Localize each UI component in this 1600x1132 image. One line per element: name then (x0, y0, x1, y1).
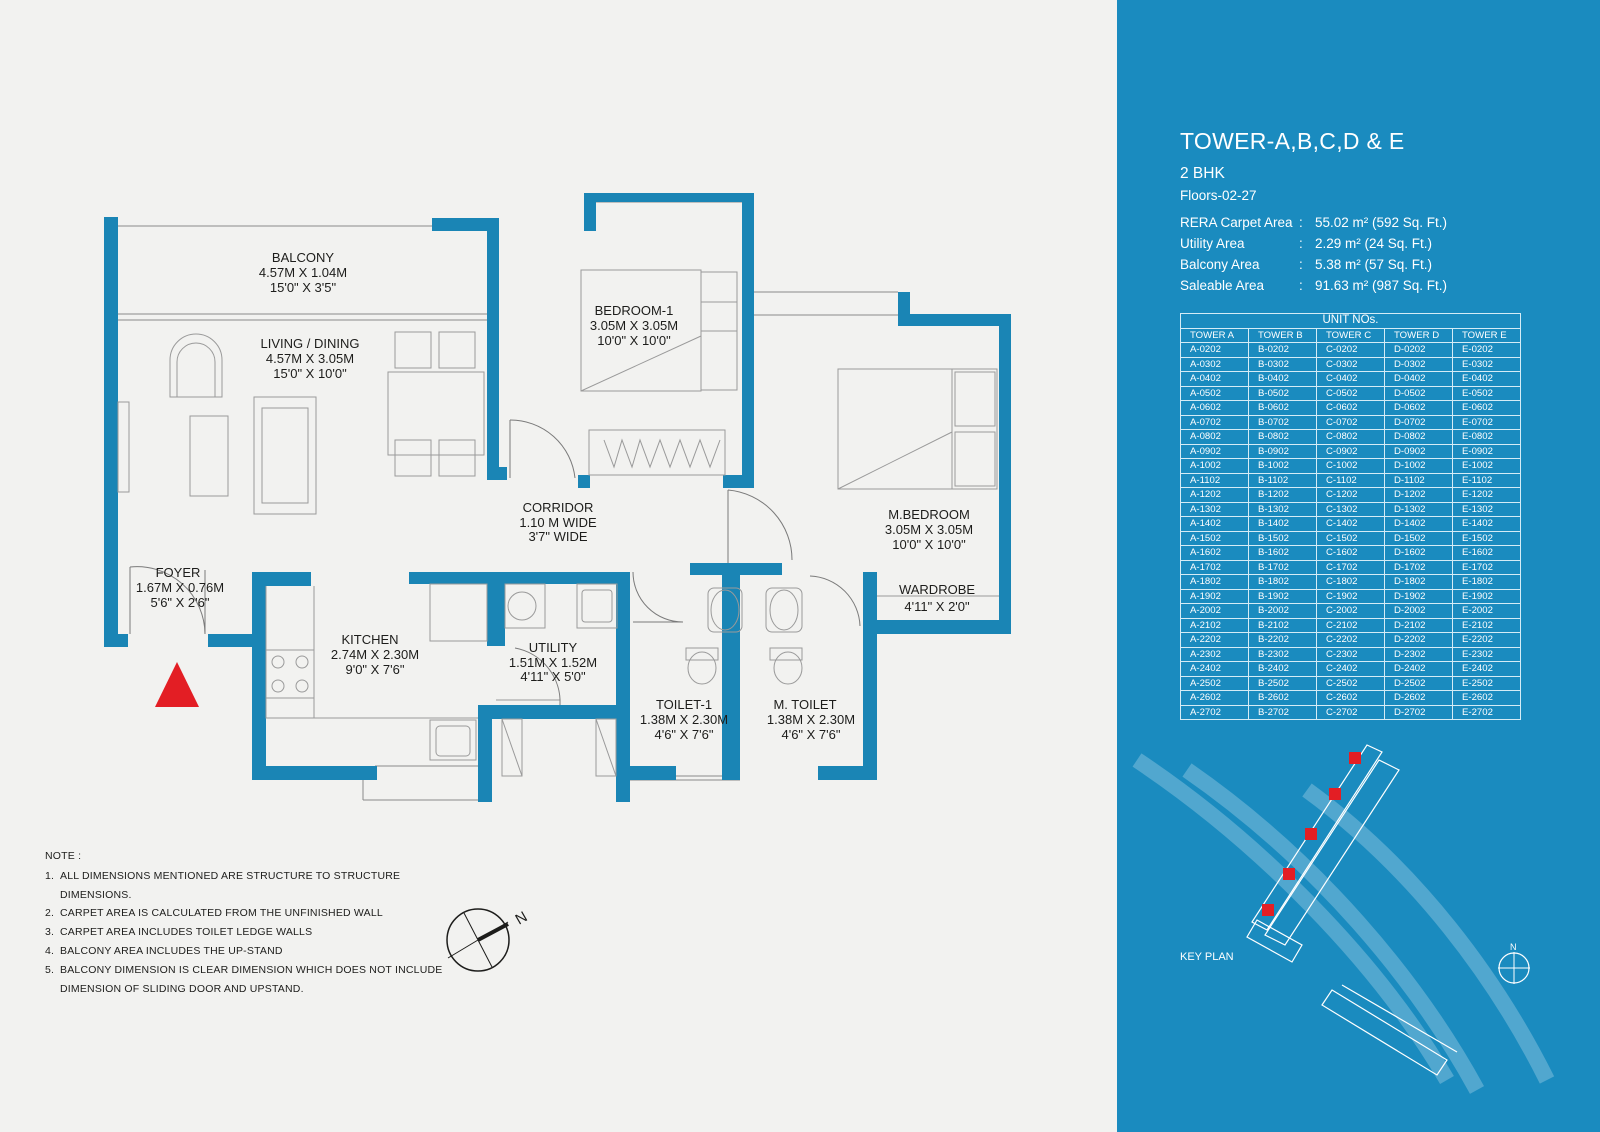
unit-number-cell: D-1202 (1385, 488, 1453, 503)
unit-number-cell: D-0402 (1385, 372, 1453, 387)
unit-number-cell: C-2002 (1317, 604, 1385, 619)
unit-number-cell: A-1602 (1181, 546, 1249, 561)
unit-number-cell: E-2502 (1453, 676, 1521, 691)
unit-number-cell: E-0502 (1453, 386, 1521, 401)
unit-number-cell: A-2102 (1181, 618, 1249, 633)
unit-number-cell: B-1902 (1249, 589, 1317, 604)
svg-text:1.51M X 1.52M: 1.51M X 1.52M (508, 655, 598, 670)
unit-number-cell: A-2402 (1181, 662, 1249, 677)
unit-number-cell: D-1702 (1385, 560, 1453, 575)
unit-number-cell: C-1402 (1317, 517, 1385, 532)
unit-number-cell: C-1702 (1317, 560, 1385, 575)
area-row: Saleable Area : 91.63 m² (987 Sq. Ft.) (1180, 278, 1448, 293)
unit-number-cell: A-2602 (1181, 691, 1249, 706)
note-item: 2. CARPET AREA IS CALCULATED FROM THE UNFINISHED WALL (45, 907, 383, 920)
svg-text:1.67M X 0.76M: 1.67M X 0.76M (135, 580, 225, 595)
unit-number-cell: D-0202 (1385, 343, 1453, 358)
wall-west (104, 217, 118, 647)
svg-text:15'0" X 10'0": 15'0" X 10'0" (273, 366, 347, 381)
unit-number-cell: D-0502 (1385, 386, 1453, 401)
balcony-label: BALCONY (271, 250, 335, 265)
unit-number-cell: E-1402 (1453, 517, 1521, 532)
bedroom-1-label: BEDROOM-1 (594, 303, 674, 318)
unit-number-cell: C-1602 (1317, 546, 1385, 561)
unit-number-cell: A-1402 (1181, 517, 1249, 532)
unit-number-cell: C-0702 (1317, 415, 1385, 430)
unit-number-cell: E-0902 (1453, 444, 1521, 459)
unit-number-cell: D-2302 (1385, 647, 1453, 662)
unit-number-cell: A-1002 (1181, 459, 1249, 474)
area-row: Balcony Area : 5.38 m² (57 Sq. Ft.) (1180, 257, 1433, 272)
unit-number-cell: D-0702 (1385, 415, 1453, 430)
unit-number-cell: D-2002 (1385, 604, 1453, 619)
note-item: 3. CARPET AREA INCLUDES TOILET LEDGE WALLS (45, 926, 313, 939)
area-row: Utility Area : 2.29 m² (24 Sq. Ft.) (1180, 236, 1433, 251)
svg-text:3.05M X 3.05M: 3.05M X 3.05M (589, 318, 679, 333)
unit-number-cell: B-0202 (1249, 343, 1317, 358)
unit-number-cell: B-2502 (1249, 676, 1317, 691)
unit-number-cell: B-1202 (1249, 488, 1317, 503)
unit-number-cell: C-1902 (1317, 589, 1385, 604)
wardrobe-label: WARDROBE (898, 582, 976, 597)
sofa (254, 397, 316, 514)
unit-number-cell: C-1802 (1317, 575, 1385, 590)
svg-text:4.57M X 3.05M: 4.57M X 3.05M (265, 351, 355, 366)
foyer-label: FOYER (155, 565, 201, 580)
unit-number-cell: E-2302 (1453, 647, 1521, 662)
unit-number-cell: C-2402 (1317, 662, 1385, 677)
floors-label: Floors-02-27 (1180, 188, 1257, 203)
unit-number-cell: C-1002 (1317, 459, 1385, 474)
key-plan-swooshes (1137, 760, 1547, 1090)
washbasin-m-toilet (770, 590, 798, 630)
unit-number-cell: A-1702 (1181, 560, 1249, 575)
svg-text:10'0" X 10'0": 10'0" X 10'0" (597, 333, 671, 348)
bhk-label: 2 BHK (1180, 165, 1225, 182)
svg-text:4'11" X 5'0": 4'11" X 5'0" (520, 669, 586, 684)
unit-number-cell: E-2402 (1453, 662, 1521, 677)
note-item: 1. ALL DIMENSIONS MENTIONED ARE STRUCTURE TO STRUCTURE DIMENSIONS. (45, 869, 401, 901)
corridor-label: CORRIDOR (522, 500, 594, 515)
unit-number-cell: B-0502 (1249, 386, 1317, 401)
unit-number-cell: A-2302 (1181, 647, 1249, 662)
unit-number-cell: A-2002 (1181, 604, 1249, 619)
svg-text:4'6" X 7'6": 4'6" X 7'6" (654, 727, 714, 742)
unit-number-cell: C-1102 (1317, 473, 1385, 488)
unit-number-cell: E-1902 (1453, 589, 1521, 604)
door-toilet-1 (633, 572, 683, 622)
svg-text:1.38M X 2.30M: 1.38M X 2.30M (639, 712, 729, 727)
unit-number-cell: D-0902 (1385, 444, 1453, 459)
unit-number-cell: B-2202 (1249, 633, 1317, 648)
unit-number-cell: B-0702 (1249, 415, 1317, 430)
unit-number-cell: E-0402 (1453, 372, 1521, 387)
tower-header: TOWER C (1317, 328, 1385, 343)
unit-number-cell: B-0302 (1249, 357, 1317, 372)
unit-number-cell: B-0602 (1249, 401, 1317, 416)
compass-north-label: N (512, 908, 531, 929)
tower-title: TOWER-A,B,C,D & E (1180, 128, 1405, 154)
unit-number-cell: B-2602 (1249, 691, 1317, 706)
unit-number-cell: A-1902 (1181, 589, 1249, 604)
svg-text:15'0" X 3'5": 15'0" X 3'5" (269, 280, 337, 295)
unit-number-cell: D-2602 (1385, 691, 1453, 706)
unit-number-cell: A-1302 (1181, 502, 1249, 517)
svg-text:3'7" WIDE: 3'7" WIDE (528, 529, 588, 544)
unit-number-cell: D-1302 (1385, 502, 1453, 517)
unit-number-cell: E-2702 (1453, 705, 1521, 720)
tower-header: TOWER B (1249, 328, 1317, 343)
notes-heading: NOTE : (45, 850, 82, 862)
master-bedroom-label: M.BEDROOM (888, 507, 970, 522)
entrance-marker-icon (155, 662, 199, 707)
dining-table (388, 372, 484, 455)
door-master-bedroom (728, 490, 792, 560)
unit-number-cell: E-1802 (1453, 575, 1521, 590)
unit-number-cell: A-1802 (1181, 575, 1249, 590)
unit-number-cell: A-1502 (1181, 531, 1249, 546)
notes-section (45, 847, 465, 998)
unit-number-cell: C-0502 (1317, 386, 1385, 401)
unit-number-cell: E-1102 (1453, 473, 1521, 488)
info-panel (1117, 0, 1600, 1132)
unit-number-cell: E-0302 (1453, 357, 1521, 372)
door-bedroom-1 (510, 420, 575, 478)
utility-label: UTILITY (528, 640, 578, 655)
unit-number-cell: E-1202 (1453, 488, 1521, 503)
unit-numbers-heading: UNIT NOs. (1181, 314, 1521, 329)
unit-number-cell: C-0202 (1317, 343, 1385, 358)
svg-text:5'6" X 2'6": 5'6" X 2'6" (150, 595, 210, 610)
unit-number-cell: E-2102 (1453, 618, 1521, 633)
svg-text:4.57M X 1.04M: 4.57M X 1.04M (258, 265, 348, 280)
unit-number-cell: D-0802 (1385, 430, 1453, 445)
unit-number-cell: A-2702 (1181, 705, 1249, 720)
unit-number-cell: B-1102 (1249, 473, 1317, 488)
svg-text:2.74M X 2.30M: 2.74M X 2.30M (330, 647, 420, 662)
unit-number-cell: A-2502 (1181, 676, 1249, 691)
unit-number-cell: B-1302 (1249, 502, 1317, 517)
unit-number-cell: E-2002 (1453, 604, 1521, 619)
unit-number-cell: A-0902 (1181, 444, 1249, 459)
unit-number-cell: D-0602 (1385, 401, 1453, 416)
unit-number-cell: B-1502 (1249, 531, 1317, 546)
unit-number-cell: A-0702 (1181, 415, 1249, 430)
unit-number-cell: D-2502 (1385, 676, 1453, 691)
unit-number-cell: A-0502 (1181, 386, 1249, 401)
toilet-1-label: TOILET-1 (655, 697, 713, 712)
unit-number-cell: C-1202 (1317, 488, 1385, 503)
unit-number-cell: B-0802 (1249, 430, 1317, 445)
unit-number-cell: E-1702 (1453, 560, 1521, 575)
unit-number-cell: B-2302 (1249, 647, 1317, 662)
unit-number-cell: E-1002 (1453, 459, 1521, 474)
unit-number-cell: A-0802 (1181, 430, 1249, 445)
unit-number-cell: E-0702 (1453, 415, 1521, 430)
unit-number-cell: D-1502 (1385, 531, 1453, 546)
unit-number-cell: D-2202 (1385, 633, 1453, 648)
unit-number-cell: C-2202 (1317, 633, 1385, 648)
unit-number-cell: E-2602 (1453, 691, 1521, 706)
stove (266, 650, 314, 698)
note-item: 4. BALCONY AREA INCLUDES THE UP-STAND (45, 944, 283, 957)
unit-number-cell: B-2702 (1249, 705, 1317, 720)
unit-number-cell: E-0802 (1453, 430, 1521, 445)
unit-number-cell: B-1402 (1249, 517, 1317, 532)
unit-number-cell: D-1902 (1385, 589, 1453, 604)
unit-number-cell: B-1602 (1249, 546, 1317, 561)
unit-number-cell: A-1102 (1181, 473, 1249, 488)
key-plan-label: KEY PLAN (1180, 951, 1234, 963)
note-item: 5. BALCONY DIMENSION IS CLEAR DIMENSION WHICH DOES NOT INCLUDE DIMENSION OF SLIDING DOOR AND UPSTAND. (45, 963, 443, 995)
unit-number-cell: B-1702 (1249, 560, 1317, 575)
unit-number-cell: C-2602 (1317, 691, 1385, 706)
unit-number-cell: E-2202 (1453, 633, 1521, 648)
unit-number-cell: B-0402 (1249, 372, 1317, 387)
unit-number-cell: D-2702 (1385, 705, 1453, 720)
svg-text:9'0" X 7'6": 9'0" X 7'6" (345, 662, 405, 677)
unit-number-cell: B-1002 (1249, 459, 1317, 474)
key-plan-north-label: N (1510, 942, 1517, 952)
svg-text:3.05M X 3.05M: 3.05M X 3.05M (884, 522, 974, 537)
unit-number-cell: D-1102 (1385, 473, 1453, 488)
unit-number-cell: D-1602 (1385, 546, 1453, 561)
unit-number-cell: D-1802 (1385, 575, 1453, 590)
unit-number-cell: A-1202 (1181, 488, 1249, 503)
svg-text:4'6" X 7'6": 4'6" X 7'6" (781, 727, 841, 742)
unit-number-cell: C-1502 (1317, 531, 1385, 546)
unit-number-cell: C-2702 (1317, 705, 1385, 720)
unit-number-cell: A-0302 (1181, 357, 1249, 372)
unit-number-cell: A-0202 (1181, 343, 1249, 358)
unit-number-cell: B-2102 (1249, 618, 1317, 633)
living-dining-label: LIVING / DINING (260, 336, 360, 351)
unit-number-cell: B-2402 (1249, 662, 1317, 677)
door-m-toilet (810, 576, 860, 626)
unit-number-cell: D-2102 (1385, 618, 1453, 633)
tower-header: TOWER D (1385, 328, 1453, 343)
svg-text:1.10 M WIDE: 1.10 M WIDE (519, 515, 597, 530)
unit-number-cell: C-0402 (1317, 372, 1385, 387)
unit-number-cell: C-0602 (1317, 401, 1385, 416)
unit-number-cell: A-0602 (1181, 401, 1249, 416)
unit-number-cell: C-0802 (1317, 430, 1385, 445)
unit-number-cell: C-1302 (1317, 502, 1385, 517)
svg-text:1.38M X 2.30M: 1.38M X 2.30M (766, 712, 856, 727)
unit-number-cell: B-0902 (1249, 444, 1317, 459)
unit-number-cell: C-2102 (1317, 618, 1385, 633)
area-row: RERA Carpet Area : 55.02 m² (592 Sq. Ft.) (1180, 215, 1448, 230)
coffee-table (190, 416, 228, 496)
unit-number-cell: B-1802 (1249, 575, 1317, 590)
unit-number-cell: C-2302 (1317, 647, 1385, 662)
tower-header: TOWER E (1453, 328, 1521, 343)
unit-number-cell: E-1302 (1453, 502, 1521, 517)
unit-number-cell: C-0902 (1317, 444, 1385, 459)
tower-header: TOWER A (1181, 328, 1249, 343)
m-toilet-label: M. TOILET (773, 697, 837, 712)
unit-number-cell: C-2502 (1317, 676, 1385, 691)
washing-machine (505, 584, 545, 628)
unit-number-cell: C-0302 (1317, 357, 1385, 372)
unit-number-cell: D-0302 (1385, 357, 1453, 372)
unit-number-cell: E-1602 (1453, 546, 1521, 561)
bed-master (838, 369, 952, 489)
svg-text:4'11" X 2'0": 4'11" X 2'0" (904, 599, 970, 614)
unit-number-cell: E-1502 (1453, 531, 1521, 546)
unit-number-cell: B-2002 (1249, 604, 1317, 619)
walls (104, 193, 1011, 802)
unit-number-cell: D-2402 (1385, 662, 1453, 677)
svg-text:10'0" X 10'0": 10'0" X 10'0" (892, 537, 966, 552)
unit-number-cell: D-1402 (1385, 517, 1453, 532)
unit-number-cell: E-0602 (1453, 401, 1521, 416)
unit-number-cell: A-0402 (1181, 372, 1249, 387)
key-plan-compass (1498, 942, 1530, 984)
unit-number-cell: A-2202 (1181, 633, 1249, 648)
kitchen-label: KITCHEN (341, 632, 399, 647)
unit-number-cell: D-1002 (1385, 459, 1453, 474)
unit-number-cell: E-0202 (1453, 343, 1521, 358)
